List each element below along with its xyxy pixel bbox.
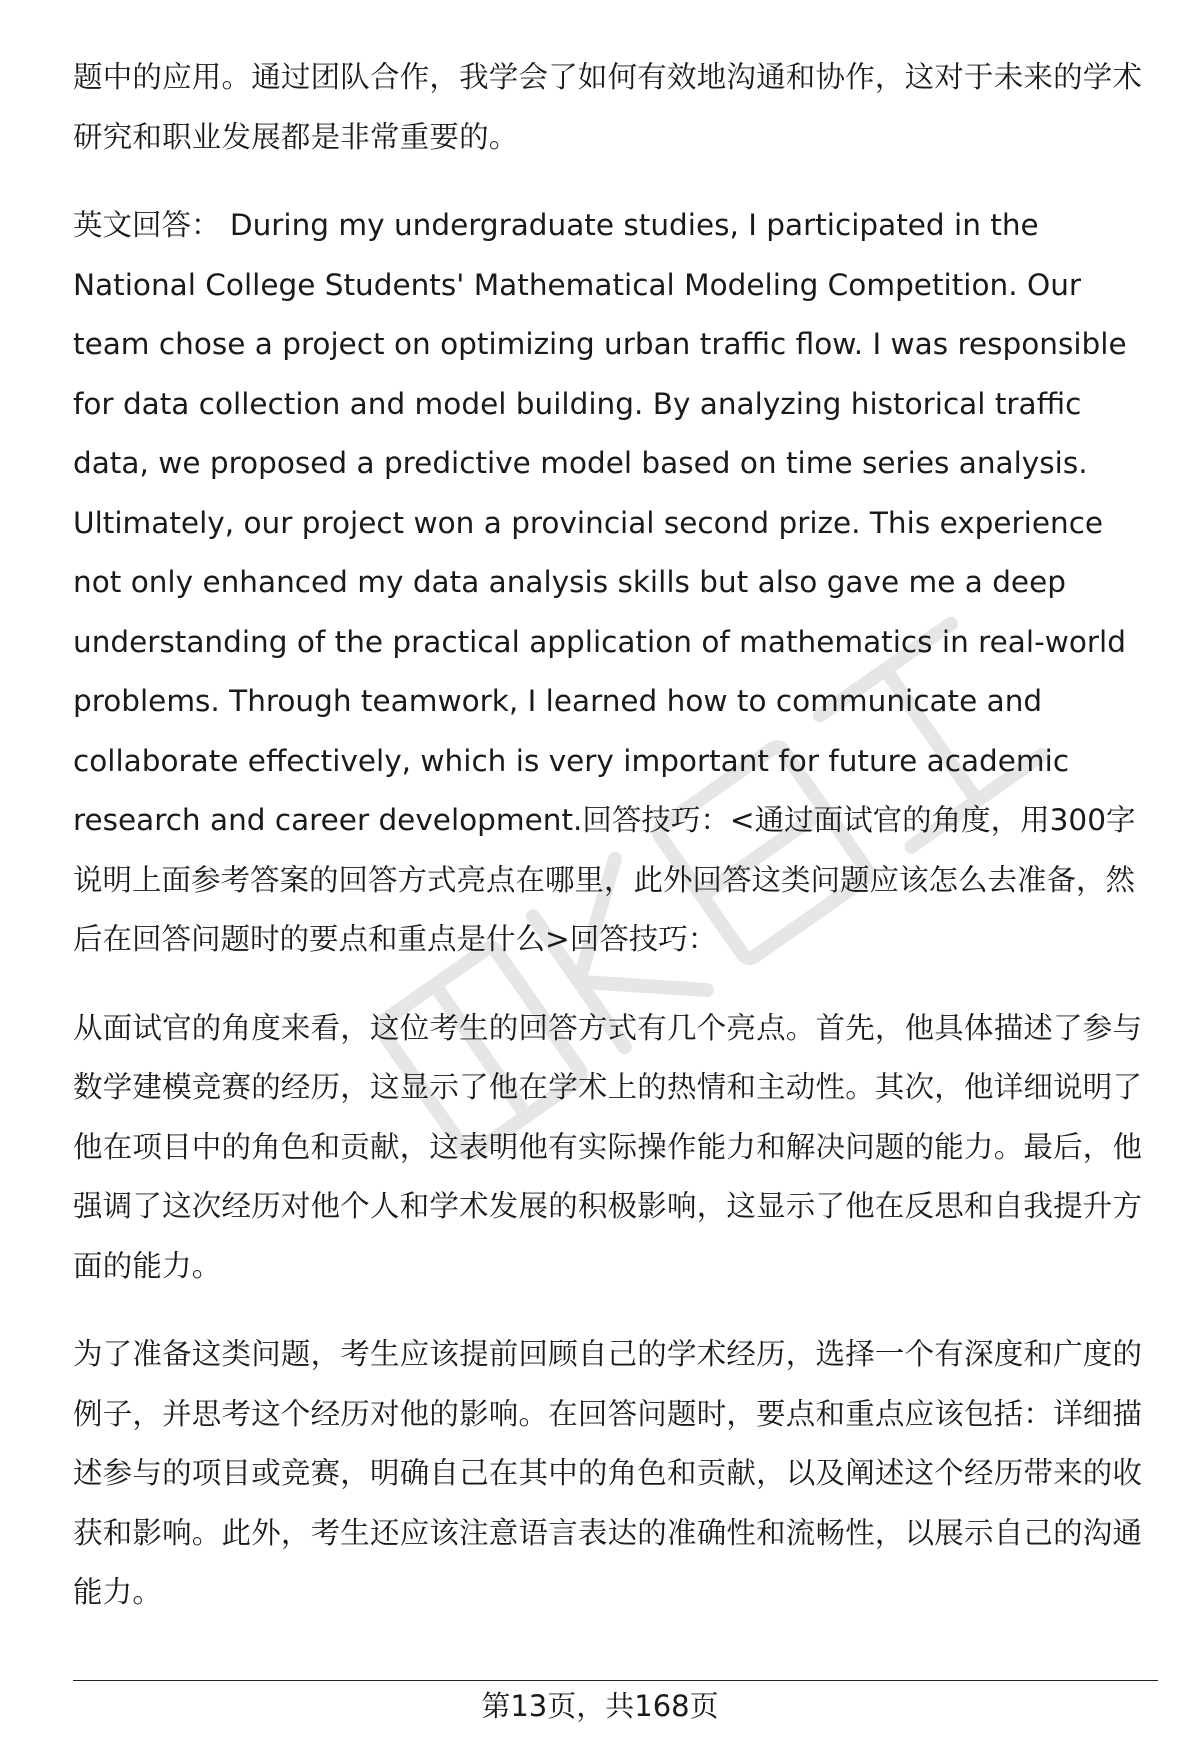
paragraph-interviewer-view: 从面试官的角度来看，这位考生的回答方式有几个亮点。首先，他具体描述了参与数学建模竞赛的经历，这显示了他在学术上的热情和主动性。其次，他详细说明了他在项目中的角色和贡献，这表明他有实际操作能力和解决问题的能力。最后，他强调了这次经历对他个人和学术发展的积极影响，这显示了他在反思和自我提升方面的能力。 (73, 1010, 1143, 1283)
page-number: 第13页，共168页 (481, 1689, 719, 1723)
paragraph-closing-chinese: 题中的应用。通过团队合作，我学会了如何有效地沟通和协作，这对于未来的学术研究和职业发展都是非常重要的。 (73, 60, 1143, 154)
paragraph-english-answer: 英文回答： During my undergraduate studies, I participated in the National College Students' Mathematical Modeling Competition. Our team chose a project on optimizing urban traffic flow. I was responsible for data collection and model building. By analyzing historical traffic data, we proposed a predictive model based on time series analysis. Ultimately, our project won a provincial second prize. This experience not only enhanced my data analysis skills but also gave me a deep understanding of the practical application of mathematics in real-world problems. Through teamwork, I learned how to communicate and collaborate effectively, which is very important for future academic research and career development.回答技巧：<通过面试官的角度，用300字说明上面参考答案的回答方式亮点在哪里，此外回答这类问题应该怎么去准备，然后在回答问题时的要点和重点是什么>回答技巧： (73, 208, 1136, 956)
paragraph-preparation-tips: 为了准备这类问题，考生应该提前回顾自己的学术经历，选择一个有深度和广度的例子，并思考这个经历对他的影响。在回答问题时，要点和重点应该包括：详细描述参与的项目或竞赛，明确自己在其中的角色和贡献，以及阐述这个经历带来的收获和影响。此外，考生还应该注意语言表达的准确性和流畅性，以展示自己的沟通能力。 (73, 1337, 1143, 1609)
footer-divider (73, 1680, 1158, 1681)
document-body (73, 48, 1158, 1652)
